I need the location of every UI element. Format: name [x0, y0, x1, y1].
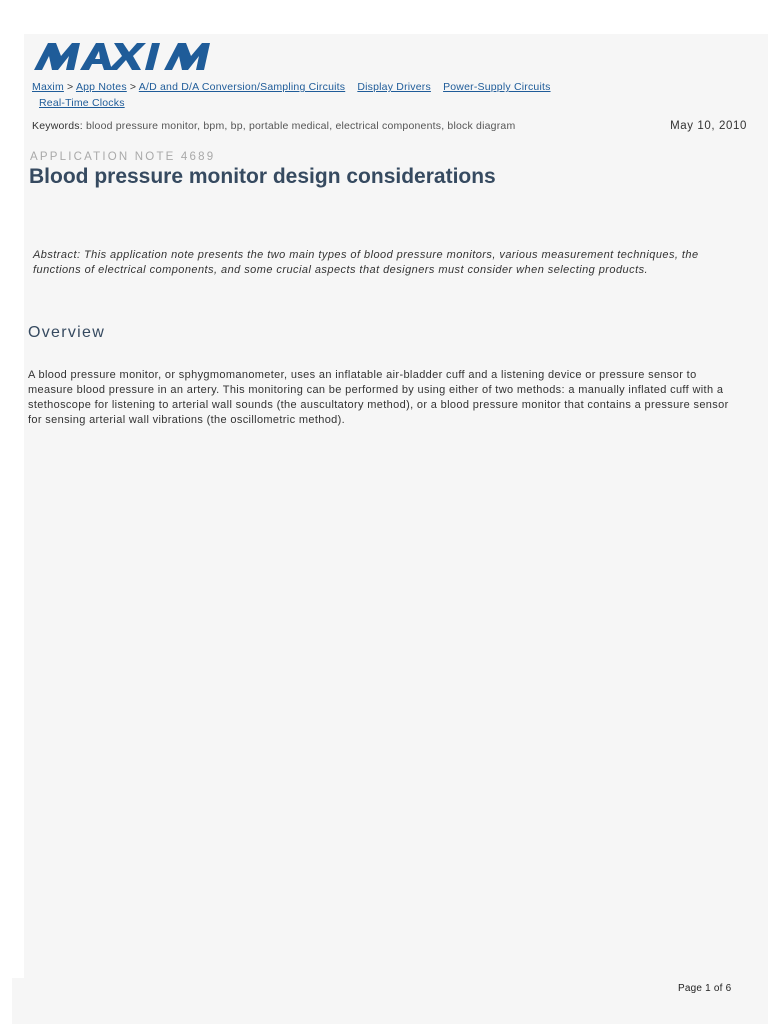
keywords-value: blood pressure monitor, bpm, bp, portable medical, electrical components, block diagram [85, 120, 516, 132]
category-link-display-drivers[interactable]: Display Drivers [357, 81, 431, 93]
page-number: Page 1 of 6 [678, 983, 732, 994]
page-title: Blood pressure monitor design considerations [29, 165, 496, 188]
breadcrumb-maxim-link[interactable]: Maxim [32, 81, 64, 93]
maxim-logo-mark [34, 43, 210, 70]
overview-heading: Overview [28, 324, 106, 341]
page-edge [12, 978, 24, 1024]
maxim-logo[interactable] [34, 43, 224, 70]
category-link-power-supply-circuits[interactable]: Power-Supply Circuits [443, 81, 551, 93]
breadcrumb [32, 79, 672, 111]
overview-paragraph: A blood pressure monitor, or sphygmomanometer, uses an inflatable air-bladder cuff and a listening device or pressure sensor to measure blood pressure in an artery. This monitoring can be performed by using either of two methods: a manually inflated cuff with a stethoscope for listening to arterial wall sounds (the auscultatory method), or a blood pressure monitor that contains a pressure sensor for sensing arterial wall vibrations (the oscillometric method). [28, 369, 729, 426]
keywords-label: Keywords: [32, 120, 83, 132]
breadcrumb-app-notes-link[interactable]: App Notes [75, 81, 127, 93]
keywords-line [32, 120, 515, 132]
app-note-number: APPLICATION NOTE 4689 [30, 151, 216, 163]
abstract-text: Abstract: This application note presents the two main types of blood pressure monitors, various measurement techniques, the functions of electrical components, and some crucial aspects that designers must consider when selecting products. [33, 249, 699, 277]
category-link-real-time-clocks[interactable]: Real-Time Clocks [39, 97, 125, 109]
document-page [24, 34, 768, 1024]
publication-date: May 10, 2010 [670, 120, 747, 132]
category-link-ad-da-conversion[interactable]: A/D and D/A Conversion/Sampling Circuits [138, 81, 346, 93]
breadcrumb-separator: > [67, 81, 74, 93]
breadcrumb-separator: > [129, 81, 137, 93]
